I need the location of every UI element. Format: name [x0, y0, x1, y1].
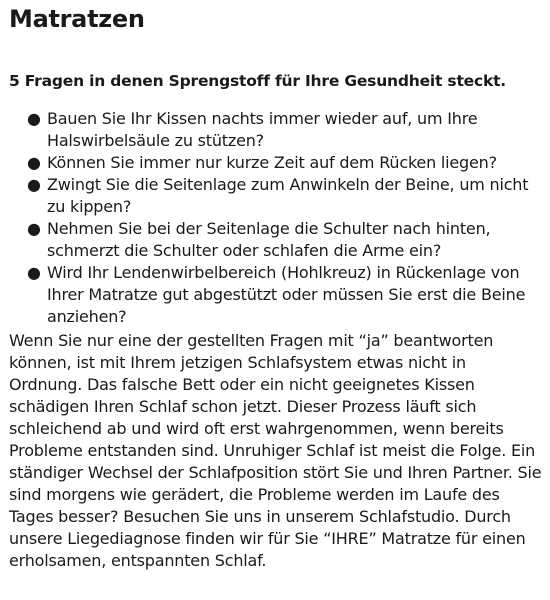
- list-item: [27, 262, 542, 328]
- bullet-icon: ●: [27, 263, 41, 282]
- bullet-icon: ●: [27, 153, 41, 172]
- question-text: Können Sie immer nur kurze Zeit auf dem Rücken liegen?: [47, 153, 497, 172]
- bullet-icon: ●: [27, 219, 41, 238]
- list-item: [27, 152, 542, 174]
- article-subtitle: 5 Fragen in denen Sprengstoff für Ihre Gesundheit steckt.: [9, 72, 506, 90]
- list-item: [27, 174, 542, 218]
- question-text: Nehmen Sie bei der Seitenlage die Schulter nach hinten, schmerzt die Schulter oder schlafen die Arme ein?: [47, 219, 491, 260]
- list-item: [27, 218, 542, 262]
- question-text: Wird Ihr Lendenwirbelbereich (Hohlkreuz) in Rückenlage von Ihrer Matratze gut abgestützt oder müssen Sie erst die Beine anziehen?: [47, 263, 526, 326]
- list-item: [27, 108, 542, 152]
- question-text: Zwingt Sie die Seitenlage zum Anwinkeln der Beine, um nicht zu kippen?: [47, 175, 529, 216]
- page-title: Matratzen: [9, 5, 145, 33]
- bullet-icon: ●: [27, 109, 41, 128]
- bullet-icon: ●: [27, 175, 41, 194]
- question-list: [9, 108, 542, 328]
- body-paragraph: Wenn Sie nur eine der gestellten Fragen mit “ja” beantworten können, ist mit Ihrem jetzigen Schlafsystem etwas nicht in Ordnung. Das falsche Bett oder ein nicht geeignetes Kissen schädigen Ihren Schlaf schon jetzt. Dieser Prozess läuft sich schleichend ab und wird oft erst wahrgenommen, wenn bereits Probleme entstanden sind. Unruhiger Schlaf ist meist die Folge. Ein ständiger Wechsel der Schlafposition stört Sie und Ihren Partner. Sie sind morgens wie gerädert, die Probleme werden im Laufe des Tages besser? Besuchen Sie uns in unserem Schlafstudio. Durch unsere Liegediagnose finden wir für Sie “IHRE” Matratze für einen erholsamen, entspannten Schlaf.: [9, 331, 542, 570]
- question-text: Bauen Sie Ihr Kissen nachts immer wieder auf, um Ihre Halswirbelsäule zu stützen?: [47, 109, 478, 150]
